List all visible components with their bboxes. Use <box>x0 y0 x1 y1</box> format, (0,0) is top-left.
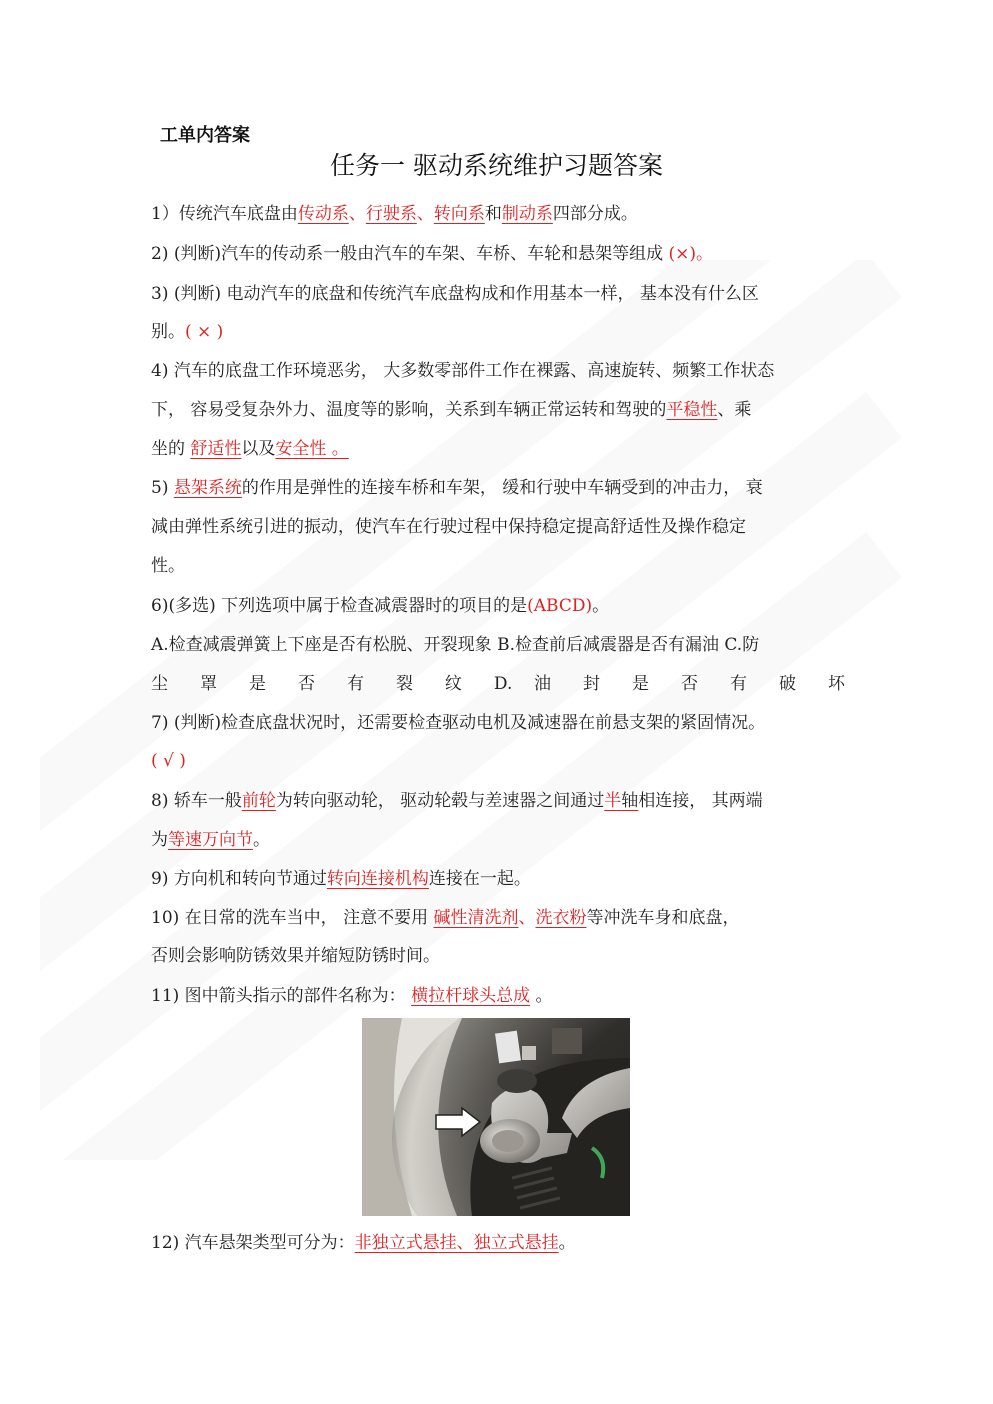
question-5-line-2: 减由弹性系统引进的振动，使汽车在行驶过程中保持稳定提高舒适性及操作稳定 <box>151 517 746 537</box>
question-6-options-line-2: 尘 罩 是 否 有 裂 纹 D. 油 封 是 否 有 破 坏 <box>151 674 845 694</box>
answer: ( × ) <box>185 322 224 342</box>
question-11: 11) 图中箭头指示的部件名称为： 横拉杆球头总成 。 <box>151 986 553 1006</box>
question-4-line-3: 坐的 舒适性以及安全性 。 <box>151 439 349 459</box>
question-6-line-1: 6)(多选) 下列选项中属于检查减震器时的项目的是(ABCD)。 <box>151 596 610 616</box>
photo-illustration <box>362 1018 630 1216</box>
answer: 半 <box>604 791 622 811</box>
question-7-line-2 <box>151 749 845 773</box>
question-10-line-1: 10) 在日常的洗车当中， 注意不要用 碱性清洗剂、洗衣粉等冲洗车身和底盘， <box>151 908 740 928</box>
question-3-line-2: 别。( × ) <box>151 322 224 342</box>
question-12: 12) 汽车悬架类型可分为：非独立式悬挂、独立式悬挂。 <box>151 1233 576 1253</box>
question-9: 9) 方向机和转向节通过转向连接机构连接在一起。 <box>151 869 531 889</box>
tie-rod-end-photo <box>362 1018 630 1216</box>
question-5-line-1: 5) 悬架系统的作用是弹性的连接车桥和车架， 缓和行驶中车辆受到的冲击力， 衰 <box>151 478 763 498</box>
answer: 悬架系统 <box>173 478 242 498</box>
answer: 行驶系 <box>365 204 417 224</box>
question-8-line-2: 为等速万向节。 <box>151 830 270 850</box>
question-1: 1）传统汽车底盘由传动系、行驶系、转向系和制动系四部分成。 <box>151 204 638 224</box>
answer: 等速万向节 <box>168 830 253 850</box>
answer: 传动系 <box>297 204 349 224</box>
answer: (×)。 <box>668 244 714 264</box>
question-6-options-line-1: A.检查减震弹簧上下座是否有松脱、开裂现象 B.检查前后减震器是否有漏油 C.防 <box>151 635 760 655</box>
answer: 前轮 <box>241 791 276 811</box>
answer: 转向连接机构 <box>326 869 429 889</box>
question-3-line-1: 3) (判断) 电动汽车的底盘和传统汽车底盘构成和作用基本一样， 基本没有什么区 <box>151 284 759 304</box>
question-5-line-3: 性。 <box>151 556 185 576</box>
page-title: 任务一 驱动系统维护习题答案 <box>330 151 663 180</box>
answer: 横拉杆球头总成 <box>411 986 531 1006</box>
question-4-line-1: 4) 汽车的底盘工作环境恶劣， 大多数零部件工作在裸露、高速旋转、频繁工作状态 <box>151 361 775 381</box>
answer: (ABCD) <box>527 596 593 616</box>
section-label: 工单内答案 <box>160 125 250 146</box>
answer: 洗衣粉 <box>535 908 587 928</box>
answer: 转向系 <box>433 204 485 224</box>
answer: 平稳性 <box>666 400 718 420</box>
answer: 非独立式悬挂、独立式悬挂 <box>354 1233 559 1253</box>
question-4-line-2: 下， 容易受复杂外力、温度等的影响，关系到车辆正常运转和驾驶的平稳性、乘 <box>151 400 752 420</box>
question-7-line-1: 7) (判断)检查底盘状况时，还需要检查驱动电机及减速器在前悬支架的紧固情况。 <box>151 713 766 733</box>
question-8-line-1: 8) 轿车一般前轮为转向驱动轮， 驱动轮毂与差速器之间通过半轴相连接， 其两端 <box>151 791 763 811</box>
answer: 碱性清洗剂 <box>433 908 519 928</box>
answer: 安全性 。 <box>275 439 349 459</box>
question-2: 2) (判断)汽车的传动系一般由汽车的车架、车桥、车轮和悬架等组成 (×)。 <box>151 244 714 264</box>
question-10-line-2: 否则会影响防锈效果并缩短防锈时间。 <box>151 946 440 966</box>
answer: ( √ ) <box>151 751 186 771</box>
answer: 制动系 <box>501 204 553 224</box>
answer: 舒适性 <box>190 439 242 459</box>
